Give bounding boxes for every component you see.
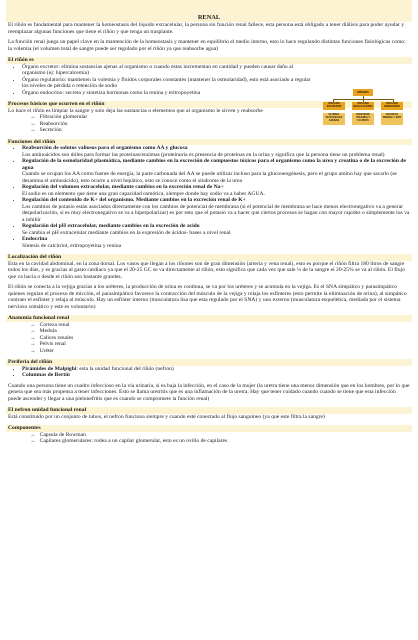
- list-item: → Uréter: [40, 348, 410, 355]
- item-text: Cuando se ocupan los AA como fuente de energía, la parte carbonada del AA se puede utilizar incluso para la gluconeogénesis, pero el grupo amino hay que sacarlo (se desamina el aminoácido), esto ocurre a nivel hepático, esto se conoce como el síndrome de la urea: [22, 171, 397, 184]
- list-item: → Capsula de Bowman: [40, 432, 410, 439]
- list-item: [22, 223, 410, 236]
- item-bold: Regulación de la osmolaridad plasmática, mediante cambios en la excreción de compuestos tóxicos para el organismo como la urea y creatina o de la excreción de agua: [22, 158, 406, 171]
- list-item: [22, 158, 410, 184]
- list-item: → Capilares glomerulares: rodea a un capilar glomerular, esto es un ovillo de capilares: [40, 438, 410, 445]
- section-heading: El nefron unidad funcional renal: [6, 407, 412, 414]
- list-item: [22, 197, 410, 223]
- section-text: Lo hace el riñón es limpiar la sangre y solo deja las sustancias o elementos que al organismo le sirven y reabsorbe: [8, 107, 263, 114]
- intro-paragraph-1: El riñón es fundamental para mantener la homeostasis del líquido extracelular, la persona sin función renal fallece, esta persona está obligado a tener diálisis para poder ayudar y reemplazar algunas funciones que tiene el riñón y que tenga un trasplante.: [8, 22, 405, 35]
- section-funciones: [8, 139, 410, 250]
- section-periferia: [8, 359, 410, 402]
- item-bold: Regulación del contenido de K+ del organismo. Mediante cambios en la excreción renal de K+: [22, 197, 246, 203]
- page-title: RENAL: [6, 0, 412, 22]
- intro-paragraph-2: La función renal juega un papel clave en la mantención de la homeostasis y mantener en equilibrio el medio interno, esto lo hace regulando distintas funciones fisiológicas como: la volemia (el volumen total de sangre puede ser regulado por el riñón ya que reabsorbe agua): [8, 39, 406, 52]
- list-item: → Reabsorción: [40, 121, 410, 128]
- item-bold: Reabsorción de solutos valiosos para el organismo como AA y glucosa: [22, 145, 188, 151]
- section-heading: Periferia del riñón: [6, 359, 412, 366]
- list-item: [22, 145, 410, 158]
- item-text: Síntesis de calcitriol, eritropoyetina y renina: [22, 242, 122, 249]
- section-heading: Funciones del riñón: [6, 139, 412, 146]
- section-paragraph: Esta en la cavidad abdominal, en la zona dorsal. Los vasos que llegan a los riñones son de gran dimensión (arteria y vena renal), esto es porque el riñón filtra 180 litros de sangre todos los días, y es gracias al gasto cardiaco ya que el 20-25 GC se va directamente al riñón, esto significa que cada vez que sale ¼ de la sangre el 20-25% se va al riñón. El flujo que va hacia o desde el riñón son bastante grandes.: [8, 260, 405, 280]
- diagram-top-box: RIÑONES: [353, 89, 373, 96]
- item-text: : esta la unidad funcional del riñón (nefron): [76, 365, 174, 372]
- list-item: • Órgano excretor: elimina sustancias ajenas al organismo o cuando estas incrementan en cantidad y pueden causar daño al organismo (ej: hipercalcemia): [22, 64, 318, 77]
- section-localizacion: [8, 254, 410, 310]
- list-item: • Órgano regulatorio: mantienen la volemia y fluidos corporales constantes (mantener la osmolaridad), esto está asociado a regular los niveles de pérdida o retención de sodio: [22, 77, 318, 90]
- item-text: Los aminoácidos son útiles para formar las proteínas/enzimas (proteinuria es presencia de proteínas en la orina y significa que la persona tiene un problema renal): [22, 151, 385, 158]
- list-item: [22, 372, 410, 379]
- section-nefron: [8, 407, 410, 420]
- list-item: → Calices renales: [40, 335, 410, 342]
- item-bold: Pirámides de Malpighi: [22, 365, 77, 372]
- diagram-sub-box: MANTIENE VOLEMIA Y FLUIDOS: [352, 113, 374, 125]
- diagram-sub-box: ELIMINA SUSTANCIAS AJENAS: [323, 113, 345, 125]
- list-item: [22, 184, 410, 197]
- section-paragraph: Está constituido por un conjunto de tubos, el nefron funciona siempre y cuando esté conectado al flujo sanguíneo (ya que este filtra la sangre): [8, 413, 325, 420]
- section-heading: Componentes: [6, 425, 412, 432]
- section-anatomia: [8, 315, 410, 354]
- item-text: Se cambia el pH extracelular mediante cambios en la expresión de ácidos- bases a nivel renal: [22, 229, 231, 236]
- item-bold: Endocrina: [22, 236, 48, 242]
- section-heading: Localización del riñón: [6, 254, 412, 261]
- item-bold: Regulación del volumen extracelular, mediante cambios en la excreción renal de Na+: [22, 184, 224, 190]
- section-heading: Anatomía funcional renal: [6, 315, 412, 322]
- diagram-box: ÓRGANO EXCRETOR: [323, 102, 345, 110]
- diagram-box: ÓRGANO ENDOCRINO: [381, 102, 403, 110]
- item-text: El sodio es un elemento que tiene una gran capacidad osmótica, siempre donde hay sodio va a haber AGUA.: [22, 190, 265, 197]
- list-item: → Medula: [40, 328, 410, 335]
- list-item: → Filtración glomerular: [40, 114, 410, 121]
- section-componentes: [8, 425, 410, 445]
- kidney-functions-diagram: [320, 89, 406, 131]
- item-bold: Regulación del pH extracelular, mediante cambios en la excreción de acido: [22, 223, 200, 229]
- section-paragraph: El riñón se conecta a la vejiga gracias a los uréteres, la producción de orina es continua, se va por los uréteres y se acumula en la vejiga. Es el SNA simpático y parasimpático quienes regulan el proceso de micción, el parasimpático favorece la contracción del músculo de la vejiga y relaja los esfínteres (esto permite la eliminación de orina), al simpático contraer el esfínter y relaja al músculo. Hay un esfínter interno (musculatura lisa que esta regulado por el SNA) y uno externo (musculatura esquelética, mediada por el sistema nervioso somático y este es voluntario): [8, 284, 407, 310]
- list-item: [22, 236, 410, 249]
- section-heading: Procesos básicos que ocurren en el riñón: [6, 101, 412, 108]
- list-item: → Secreción: [40, 127, 410, 134]
- diagram-sub-box: SECRETA RENINA Y EPO: [381, 113, 403, 125]
- diagram-box: ÓRGANO REGULATORIO: [353, 102, 373, 108]
- list-item: → Corteza renal: [40, 322, 410, 329]
- list-item: → Pelvis renal: [40, 341, 410, 348]
- list-item: • Órgano endocrino: secreta y sintetiza hormonas como la renina y eritropoyetina: [22, 90, 318, 97]
- item-bold: Columnas de Bertín: [22, 372, 70, 378]
- section-paragraph: Cuando una persona tiene un cuadro infeccioso en la vía urinaria, si es baja la infección, en el caso de la mujer (la uretra tiene una menor dimensión que en los hombres, por lo que genera que sea más propensa a tener infecciones. Esto se llama uretritis que es una inflamación de la uretra. Hay que tener cuidado cuando cuando se tiene que esta infección puede ascender y llegar a una pielonefritis que es cuando se compromete la función renal): [8, 382, 410, 402]
- item-text: Los cambios de potasio están asociados directamente con los cambios de potencial de membrana (si el potencial de membrana se hace menos electronegativo va a generar despolarización, si es muy electronegativo se va a hiperpolarizar) es por esto que el potasio va a hacer que ciertos procesos se hagan con mayor rapidez o simplemente los va a inhibir: [22, 203, 410, 223]
- section-heading: El riñón es: [6, 57, 412, 64]
